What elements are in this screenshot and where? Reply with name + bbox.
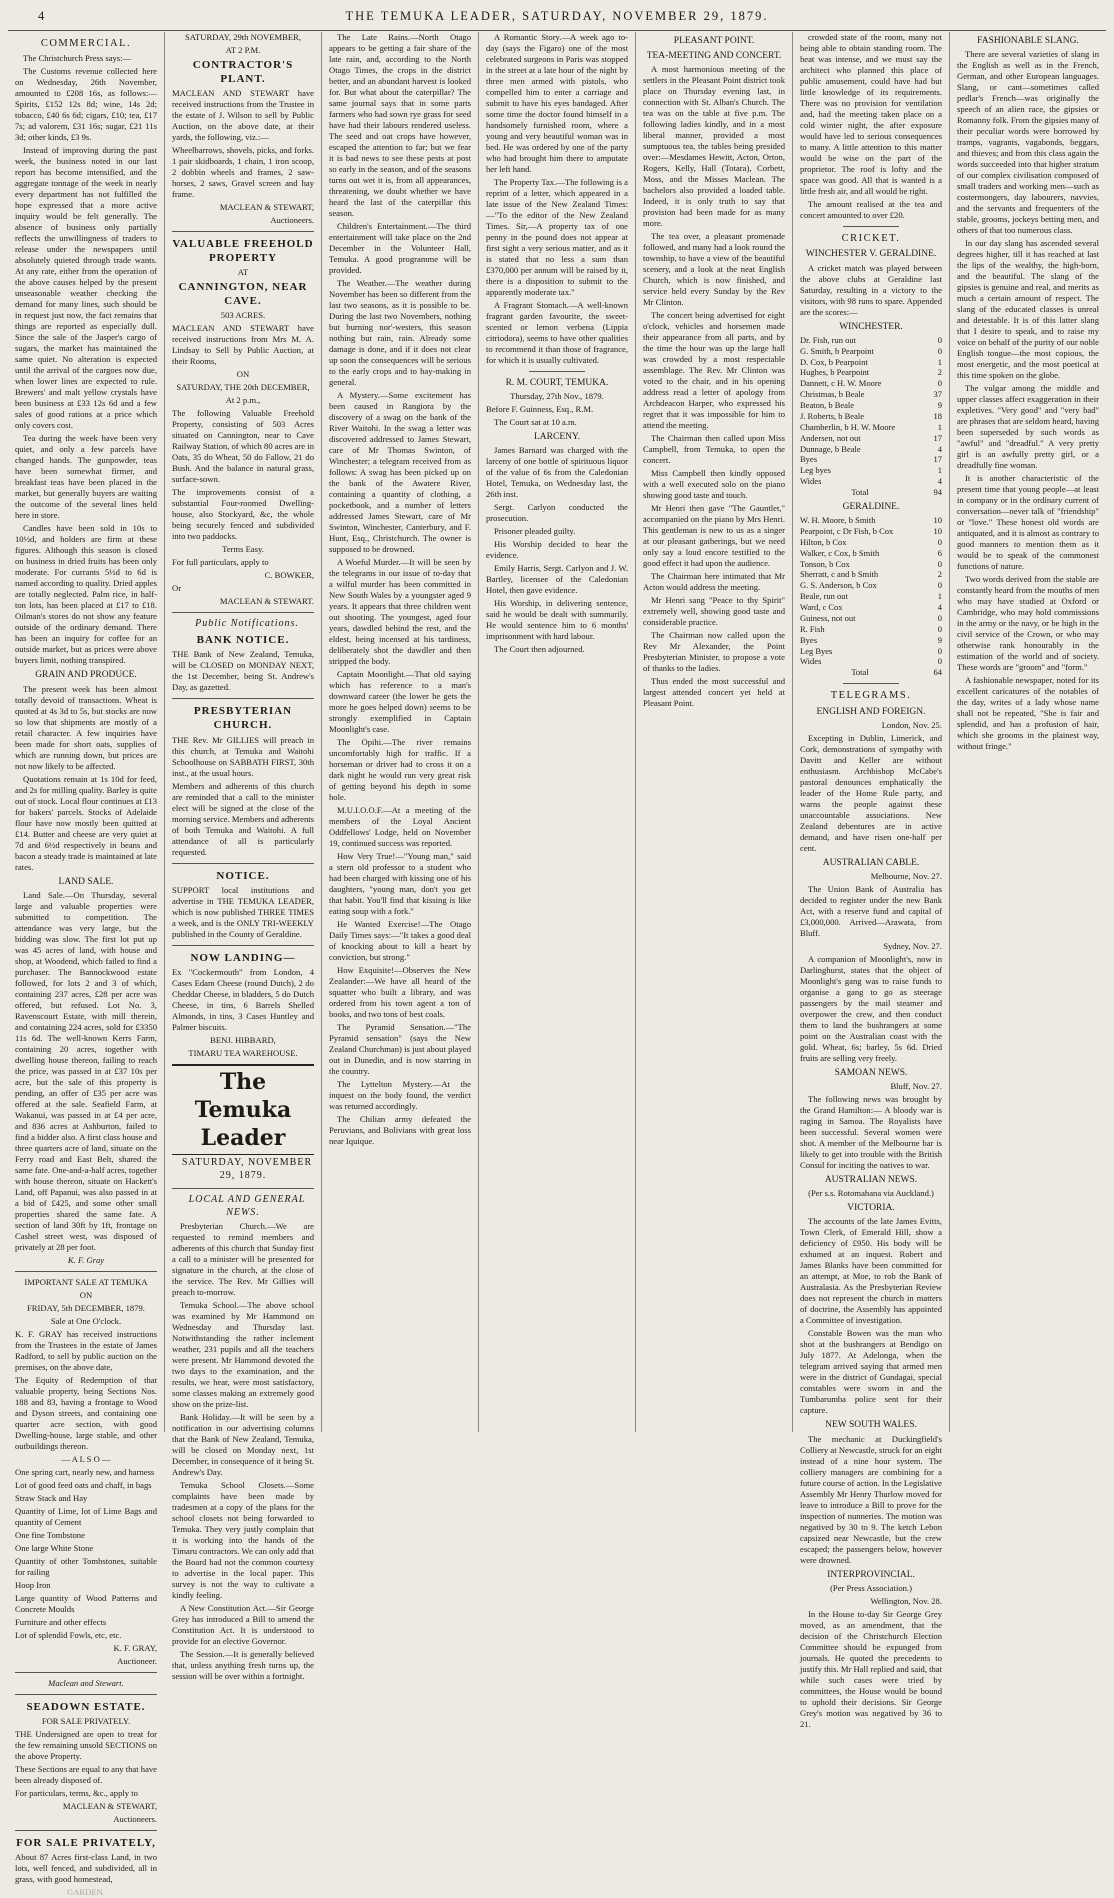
ad-list-item: One fine Tombstone bbox=[15, 1529, 85, 1540]
batsman-name: Dunnage, b Beale bbox=[800, 443, 861, 454]
ad-text: MACLEAN AND STEWART have received instructions from the Trustee in the estate of J. Wilson to sell by Public Auction, on the above date, at their yards, the following, viz.:— bbox=[172, 88, 314, 143]
dateline: Melbourne, Nov. 27. bbox=[870, 870, 942, 881]
ad-date: SATURDAY, THE 20th DECEMBER, bbox=[176, 382, 310, 393]
divider bbox=[843, 683, 900, 684]
ad-text: GARDEN. bbox=[67, 1886, 105, 1897]
score-row bbox=[800, 465, 942, 476]
score-row bbox=[800, 411, 942, 422]
divider bbox=[843, 226, 900, 227]
paragraph: A companion of Moonlight's, now in Darlinghurst, states that the object of Moonlight's gang was to raise funds to organise a gang to go as steerage passengers by the mail steamer and overpower the crew, and then conduct them to land the bushrangers at some point on the Australian coast with the gold. Wheat, 6s; barley, 5s 6d. Dried fruits are selling very freely. bbox=[800, 953, 942, 1063]
heading-commercial: COMMERCIAL. bbox=[40, 38, 132, 49]
ad-list-item: Lot of splendid Fowls, etc, etc. bbox=[15, 1629, 122, 1640]
column-3 bbox=[322, 32, 479, 1432]
divider bbox=[172, 231, 314, 232]
score-row bbox=[800, 389, 942, 400]
ad-list-item: Hoop Iron bbox=[15, 1579, 51, 1590]
ad-text: THE Bank of New Zealand, Temuka, will be CLOSED on MONDAY NEXT, the 1st December, being St. Andrew's Day, as gazetted. bbox=[172, 649, 314, 693]
batsman-name: Dannett, c H. W. Moore bbox=[800, 378, 882, 389]
paragraph: The Pyramid Sensation.—"The Pyramid sensation" (says the New Zealand Churchman) is just about played out in Dunedin, and is now starring in the country. bbox=[329, 1022, 471, 1076]
heading-land-sale: LAND SALE. bbox=[58, 876, 114, 887]
batsman-runs: 1 bbox=[937, 356, 942, 367]
score-row bbox=[800, 613, 942, 624]
ad-signature: Maclean and Stewart. bbox=[48, 1677, 124, 1688]
batsman-name: Hughes, b Pearpoint bbox=[800, 367, 870, 378]
batsman-name: Christmas, b Beale bbox=[800, 389, 865, 400]
ad-signature: MACLEAN & STEWART, bbox=[62, 1800, 157, 1811]
batsman-runs: 0 bbox=[937, 580, 942, 591]
ad-text: The Equity of Redemption of that valuable property, being Sections Nos. 188 and 83, having a frontage to Wood and Dyson streets, and containing one quarter acre section, with good Dwelling-house, large stable, and other outbuildings thereon. bbox=[15, 1374, 157, 1451]
ad-heading: FOR SALE PRIVATELY. bbox=[41, 1715, 131, 1726]
batsman-runs: 6 bbox=[937, 547, 942, 558]
score-row bbox=[800, 646, 942, 657]
ad-list-item: Furniture and other effects bbox=[15, 1616, 107, 1627]
divider bbox=[15, 1672, 157, 1673]
paragraph: The Weather.—The weather during November has been so different from the last two seasons, as it is possible to be. During the last two Novembers, nothing but burning nor'-westers, this season nothing but rain, rain. Already some damage is done, and if it does not clear up soon the consequences will be serious to the early crops and to hay-making in general. bbox=[329, 278, 471, 387]
batsman-name: Leg byes bbox=[800, 465, 831, 476]
paragraph: The Opihi.—The river remains uncomfortably high for traffic. If a horseman or driver had to cross it on a dark night he would run very great risk of getting beyond his depth in some hole. bbox=[329, 737, 471, 802]
batsman-runs: 18 bbox=[933, 410, 942, 421]
column-1 bbox=[8, 32, 165, 1897]
heading-team: GERALDINE. bbox=[842, 501, 900, 512]
batsman-name: Byes bbox=[800, 634, 817, 645]
batsman-name: Hilton, b Cox bbox=[800, 536, 847, 547]
column-4 bbox=[479, 32, 636, 1432]
paragraph: Quotations remain at 1s 10d for feed, and 2s for milling quality. Barley is quite out of stock. Local flour continues at £13 for bakers' parcels. Stocks of Adelaide flour have now mostly been quitted at £14. Butter and cheese are very quiet at 7d and 6½d respectively in beans and bacon a steady trade is maintained at late rates. bbox=[15, 773, 157, 872]
paragraph: Mr Henri sang "Peace to thy Spirit" extremely well, showing good taste and considerable practice. bbox=[643, 595, 785, 628]
page-masthead bbox=[8, 4, 1106, 31]
ad-list-item: Straw Stack and Hay bbox=[15, 1492, 88, 1503]
dateline: London, Nov. 25. bbox=[881, 719, 942, 730]
score-row bbox=[800, 515, 942, 526]
ad-text: Ex "Cockermouth" from London, 4 Cases Edam Cheese (round Dutch), 2 do Cheddar Cheese, in bladders, 5 do Dutch Cheese, in tins, 6 Barrels Shelled Almonds, in tins, 3 Cases Huntley and Palmer biscuits. bbox=[172, 966, 314, 1032]
ad-list-item: Lot of good feed oats and chaff, in bags bbox=[15, 1479, 152, 1490]
batsman-runs: 0 bbox=[937, 645, 942, 656]
heading-tea-meeting: TEA-MEETING AND CONCERT. bbox=[646, 51, 782, 62]
score-row bbox=[800, 526, 942, 537]
column-6 bbox=[793, 32, 950, 1729]
advert-cannington bbox=[172, 237, 314, 607]
heading-cricket: CRICKET. bbox=[841, 233, 901, 244]
score-row bbox=[800, 476, 942, 487]
paragraph: Constable Bowen was the man who shot at the bushrangers at Bendigo on July 1877. At Adelonga, when the telegram arrived saying that armed men were in the district of Gundagai, special constables were sworn in and the Tumbarumba police sent for their capture. bbox=[800, 1328, 942, 1416]
score-row bbox=[800, 433, 942, 444]
heading-subsection: ENGLISH AND FOREIGN. bbox=[816, 706, 926, 717]
batsman-name: Andersen, not out bbox=[800, 432, 861, 443]
paragraph: Prisoner pleaded guilty. bbox=[494, 526, 576, 537]
paragraph: The Chilian army defeated the Peruvians, and Bolivians with great loss near Iquique. bbox=[329, 1114, 471, 1146]
score-row bbox=[800, 559, 942, 570]
score-row bbox=[800, 357, 942, 368]
batsman-runs: 0 bbox=[937, 536, 942, 547]
heading-subsection: AUSTRALIAN NEWS. bbox=[824, 1175, 918, 1186]
batsman-runs: 10 bbox=[933, 525, 942, 536]
score-row bbox=[800, 591, 942, 602]
advert-contractors-plant bbox=[172, 32, 314, 226]
score-row bbox=[800, 635, 942, 646]
paragraph: The accounts of the late James Evitts, Town Clerk, of Emerald Hill, show a deficiency of £950. His body will be exhumed at an inquest. Robert and James Blanks have been committed for an attempt, at Moe, to rob the Bank of Australasia. As the Presbyterian Review does not represent the church in matters of doctrine, the Assembly has appointed a Committee of investigation. bbox=[800, 1216, 942, 1326]
batsman-runs: 0 bbox=[937, 558, 942, 569]
batsman-name: Beaton, b Beale bbox=[800, 400, 855, 410]
heading-subsection: NEW SOUTH WALES. bbox=[825, 1420, 917, 1431]
heading-rm-court: R. M. COURT, TEMUKA. bbox=[505, 378, 609, 388]
batsman-runs: 2 bbox=[937, 569, 942, 580]
paragraph: The present week has been almost totally devoid of transactions. Wheat is quoted at 4s 3d to 5s, but stocks are now so low that shipments are mostly of a retail character. A few inquiries have been made for short oats, supplies of which are running down, but prices are not now likely to be affected. bbox=[15, 683, 157, 771]
divider bbox=[15, 1271, 157, 1272]
batsman-runs: 0 bbox=[937, 334, 942, 345]
score-row bbox=[800, 454, 942, 465]
ad-list-item: Quantity of Lime, lot of Lime Bags and quantity of Cement bbox=[15, 1505, 157, 1527]
paragraph: The vulgar among the middle and upper classes affect exaggeration in their expletives. "Very good" and "very bad" are phrases that are seldom heard, having been superseded by such words as "awful" and "dreadful." A very pretty girl is an awfully pretty girl, or a dreadfully fine woman. bbox=[957, 383, 1099, 471]
score-total-row bbox=[800, 667, 942, 678]
batsman-runs: 4 bbox=[937, 476, 942, 487]
ad-signature: K. F. Gray bbox=[67, 1254, 105, 1265]
ad-text: Terms Easy. bbox=[222, 544, 264, 555]
divider bbox=[172, 612, 314, 613]
paragraph: Thus ended the most successful and largest attended concert yet held at Pleasant Point. bbox=[643, 676, 785, 709]
paragraph: There are several varieties of slang in the English as well as in the French, German, and other European languages. Slang, or cant—sometimes called pedlar's French—was originally the speech of an alien race, the gipsies or Romanny folk. From the gipsies many of their peculiar words were borrowed by tramps, vagrants, vagabonds, beggars, and thieves; and from this class again the words succeeded into that higher stratum of our complex civilisation composed of small traders and working men—such as costermongers, day labourers, navvies, and the servants and frequenters of the stable, grooms, jockeys betting men, and others of that too numerous class. bbox=[957, 49, 1099, 236]
paragraph: Presbyterian Church.—We are requested to remind members and adherents of this church that Sunday first a call to a minister will be presented for signature in the church, at the close of the service. The Rev. Mr Gillies will preach to-morrow. bbox=[172, 1221, 314, 1298]
paragraph: Bank Holiday.—It will be seen by a notification in our advertising columns that the Bank of New Zealand, Temuka, will be closed on Monday next, 1st December, in consequence of it being St. Andrew's Day. bbox=[172, 1412, 314, 1478]
batsman-name: Wides bbox=[800, 476, 822, 487]
paragraph: The Customs revenue collected here on Wednesday, 26th November, amounted to £208 16s, as follows:—Spirits, £152 12s 8d; wine, 14s 2d; tobacco, £40 6s 6d; cigars, £10; tea, £17 7s; ad valorem, £31 16s; sugar, £21 11s 3d; other kinds, £3 9s. bbox=[15, 66, 157, 143]
score-row bbox=[800, 378, 942, 389]
heading-fashionable-slang: FASHIONABLE SLANG. bbox=[977, 36, 1079, 46]
ad-text: Sale at One O'clock. bbox=[50, 1315, 122, 1326]
heading-match: WINCHESTER V. GERALDINE. bbox=[805, 249, 937, 260]
dateline: Bluff, Nov. 27. bbox=[890, 1081, 942, 1092]
ad-list-item: One spring cart, nearly new, and harness bbox=[15, 1466, 155, 1477]
score-row bbox=[800, 624, 942, 635]
ad-list-item: Large quantity of Wood Patterns and Concrete Moulds bbox=[15, 1592, 157, 1614]
dateline: Wellington, Nov. 28. bbox=[870, 1595, 942, 1606]
paragraph: The Court then adjourned. bbox=[494, 644, 585, 655]
paragraph: The Christchurch Press says:— bbox=[23, 53, 132, 64]
batsman-name: Sherratt, c and b Smith bbox=[800, 569, 879, 580]
total-runs: 64 bbox=[933, 667, 942, 678]
ad-heading: SEADOWN ESTATE. bbox=[26, 1700, 146, 1713]
score-row bbox=[800, 400, 942, 411]
ad-signature: Auctioneers. bbox=[113, 1813, 157, 1824]
paragraph: Two words derived from the stable are constantly heard from the mouths of men who may have studied at Oxford or Cambridge, who may hold commissions in the army or the navy, or be high in the civil service of the Crown, or who may otherwise rank honourably in the estimation of the world and of society. These words are "groom" and "form." bbox=[957, 574, 1099, 673]
ad-text: SUPPORT local institutions and advertise in THE TEMUKA LEADER, which is now published THREE TIMES a week, and is the ONLY TRI-WEEKLY published in the County of Geraldine. bbox=[172, 884, 314, 939]
paragraph: The Court sat at 10 a.m. bbox=[494, 417, 577, 428]
paragraph: In the House to-day Sir George Grey moved, as an amendment, that the decision of the Christchurch Election Committee should be expunged from journals. He quoted the precedents to justify this. Mr Hall replied and said, that while such cases were tried by committees, the House would be bound to uphold their decisions. Sir George Grey's motion was negatived by 36 to 21. bbox=[800, 1608, 943, 1729]
paragraph: Temuka School.—The above school was examined by Mr Hammond on Wednesday and Thursday last. Notwithstanding the rather inclement weather, 231 pupils and all the teachers were present. Mr Hammond devoted the two days to the examination, and the results, we hear, were most satisfactory, some classes making an extremely good show on the prize-list. bbox=[172, 1300, 314, 1410]
paragraph: Mr Henri then gave "The Gauntlet," accompanied on the piano by Mrs Henri. This gentleman is new to us as a singer at our pleasant gatherings, but we need only say a loud encore testified to the good effect it had upon the audience. bbox=[643, 503, 785, 569]
ad-heading: CANNINGTON, NEAR CAVE. bbox=[178, 281, 308, 308]
ad-date: FRIDAY, 5th DECEMBER, 1879. bbox=[27, 1302, 145, 1313]
batsman-runs: 17 bbox=[933, 454, 942, 465]
paragraph: Children's Entertainment.—The third entertainment will take place on the 2nd December in the Volunteer Hall, Temuka. A good programme will be provided. bbox=[329, 221, 471, 275]
column-5 bbox=[636, 32, 793, 1432]
paragraph: Tea during the week have been very quiet, and only a few parcels have changed hands. The gunpowder, teas have been somewhat firmer, and breakfast teas have been placed in the market, but generally buyers are waiting the outcome of the several lines held here in store. bbox=[15, 433, 157, 521]
ad-heading: BANK NOTICE. bbox=[196, 634, 290, 647]
ad-text: About 87 Acres first-class Land, in two lots, well fenced, and subdivided, all in grass, with good homestead, bbox=[15, 1851, 157, 1884]
divider bbox=[172, 945, 314, 946]
batsman-runs: 1 bbox=[937, 421, 942, 432]
paragraph: A cricket match was played between the above clubs at Geraldine last Saturday, resulting in a victory to the visitors, with 98 runs to spare. Appended are the scores:— bbox=[800, 262, 942, 317]
paragraph: M.U.I.O.O.F.—At a meeting of the members of the Loyal Ancient Oddfellows' Lodge, held on November 19, continued success was reported. bbox=[329, 805, 471, 848]
ad-text: AT bbox=[237, 267, 249, 278]
divider bbox=[172, 698, 314, 699]
heading-subsection: VICTORIA. bbox=[847, 1203, 895, 1214]
score-row bbox=[800, 346, 942, 357]
court-before: Before F. Guinness, Esq., R.M. bbox=[486, 404, 594, 415]
ad-text: THE Undersigned are open to treat for the few remaining unsold SECTIONS on the above Property. bbox=[15, 1728, 157, 1761]
advert-gray bbox=[15, 1255, 157, 1898]
paragraph: The following news was brought by the Grand Hamilton:— A bloody war is raging in Samoa. The Royalists have been successful. Several women were shot. A member of the Melbourne bar is likely to get into trouble with the British Consul for inciting the natives to war. bbox=[800, 1094, 942, 1171]
advert-bank bbox=[172, 633, 314, 693]
scorecard-winchester bbox=[800, 335, 942, 498]
batsman-runs: 10 bbox=[933, 515, 942, 526]
paragraph: A Fragrant Stomach.—A well-known fragrant garden favourite, the sweet-scented or lemon verbena (Lippia citriodora), seems to have other qualities to recommend it than those of fragrance, for which it is usually cultivated. bbox=[486, 300, 628, 365]
ad-heading: FOR SALE PRIVATELY, bbox=[16, 1836, 156, 1849]
court-date: Thursday, 27th Nov., 1879. bbox=[510, 391, 604, 402]
section-heading: Public Notifications. bbox=[195, 618, 299, 630]
batsman-runs: 1 bbox=[937, 465, 942, 476]
paragraph: The Session.—It is generally believed that, unless anything fresh turns up, the session will be over within a fortnight. bbox=[172, 1649, 314, 1682]
ad-heading: NOTICE. bbox=[216, 869, 270, 882]
heading-subsection: SAMOAN NEWS. bbox=[834, 1067, 908, 1078]
batsman-runs: 4 bbox=[937, 443, 942, 454]
paragraph: Captain Moonlight.—That old saying which has reference to a man's downward career (the lower he gets the more he goes helped down) seems to be strongly exemplified in Captain Moonlight's case. bbox=[329, 669, 471, 734]
ad-signature: K. F. GRAY, bbox=[113, 1642, 157, 1653]
batsman-runs: 9 bbox=[937, 400, 942, 410]
paragraph: He Wanted Exercise!—The Otago Daily Times says:—"It takes a good deal of knocking about to kill a heart by conviction, but strong." bbox=[329, 919, 471, 962]
heading-subsection: AUSTRALIAN CABLE. bbox=[822, 857, 920, 868]
batsman-name: J. Roberts, b Beale bbox=[800, 410, 864, 421]
ad-signature: Auctioneers. bbox=[270, 215, 314, 226]
batsman-runs: 0 bbox=[937, 656, 942, 667]
paragraph: The tea over, a pleasant promenade followed, and many had a look round the township, to have a view of the beautiful scenery, and a look at the neat English Church, which is now finished, and service held every Sunday by the Rev Mr Clinton. bbox=[643, 231, 785, 308]
total-label: Total bbox=[851, 667, 869, 678]
batsman-name: Ward, c Cox bbox=[800, 602, 843, 613]
batsman-name: Tonson, b Cox bbox=[800, 558, 850, 569]
score-row bbox=[800, 569, 942, 580]
heading-team: WINCHESTER. bbox=[839, 321, 903, 332]
paragraph: A fashionable newspaper, noted for its excellent caricatures of the notables of the day, writes of a lady whose name shall not be repeated, "She is fair and splendid, and has a profusion of hair, which she grooms in the plainest way, without fringe." bbox=[957, 675, 1099, 752]
score-row bbox=[800, 444, 942, 455]
section-heading: LOCAL AND GENERAL NEWS. bbox=[188, 1193, 306, 1218]
ad-text: The following Valuable Freehold Property, consisting of 503 Acres situated on Cannington, near to Cave Railway Station, of which 80 acres are in Oats, 35 do Wheat, 50 do Fallow, 21 do Bush. And the balance in natural grass, surface-sown. bbox=[172, 408, 314, 485]
paragraph: The mechanic at Duckingfield's Colliery at Newcastle, struck for an eight instead of a nine hour system. The colliery managers are combining for a future course of action. In the Legislative Assembly Mr Henry Thurlow moved for leave to introduce a Bill to prove for the inspection of nunneries. The motion was negatived by 30 to 9. The ketch Lebon capsized near Newcastle, but the crew escaped; the passengers below, however were drowned. bbox=[800, 1433, 942, 1565]
batsman-name: Leg Byes bbox=[800, 645, 833, 656]
paragraph: Emily Harris, Sergt. Carlyon and J. W. Bartley, licensee of the Caledonian Hotel, then gave evidence. bbox=[486, 563, 628, 596]
ad-text: K. F. GRAY has received instructions from the Trustees in the estate of James Radford, to sell by public auction on the premises, on the above date, bbox=[15, 1328, 157, 1372]
ad-text: ON bbox=[236, 369, 250, 380]
score-row bbox=[800, 580, 942, 591]
source-note: (Per Press Association.) bbox=[830, 1582, 912, 1593]
paragraph: Sergt. Carlyon conducted the prosecution. bbox=[486, 502, 628, 524]
advert-now-landing bbox=[172, 951, 314, 1059]
batsman-name: Chamberlin, b H. W. Moore bbox=[800, 421, 896, 432]
masthead-title: THE TEMUKA LEADER, SATURDAY, NOVEMBER 29, 1879. bbox=[345, 9, 769, 23]
ad-heading: VALUABLE FREEHOLD PROPERTY bbox=[172, 238, 314, 265]
ad-text: For particulars, terms, &c., apply to bbox=[15, 1787, 138, 1798]
paragraph: The Chairman here intimated that Mr Acton would address the meeting. bbox=[643, 571, 785, 593]
advert-notice bbox=[172, 869, 314, 940]
batsman-runs: 2 bbox=[937, 367, 942, 378]
paragraph: A Mystery.—Some excitement has been caused in Rangiora by the discovery of a swag on the bank of the River Waitohi. In the swag a letter was discovered addressed to James Stewart, care of Mr Thomas Swinton, of Winchester; a telegram received from as follows: A swag has been picked up on the bank of the Awatere River, containing a quantity of clothing, a pocketbook, and a number of letters addressed James Stewart, care of Mr Swinton, Winchester, Canterbury, and F. Hunt, Esq., Christchurch. The owner is supposed to be drowned. bbox=[329, 390, 471, 554]
ad-list-item: Quantity of other Tombstones, suitable for railing bbox=[15, 1555, 157, 1577]
score-row bbox=[800, 548, 942, 559]
score-row bbox=[800, 367, 942, 378]
page-number: 4 bbox=[38, 9, 47, 23]
heading-larceny: LARCENY. bbox=[533, 432, 580, 443]
paragraph: Excepting in Dublin, Limerick, and Cork, demonstrations of sympathy with Davitt and Keller are without enthusiasm. Archbishop McCabe's pastoral denounces emphatically the leader of the Home Rule party, and warns the people against these unaccountable associations. New Zealand debentures are in active demand, and have risen one-half per cent. bbox=[800, 732, 942, 853]
batsman-name: Dr. Fish, run out bbox=[800, 334, 856, 345]
batsman-name: Byes bbox=[800, 454, 817, 465]
paragraph: How Exquisite!—Observes the New Zealander:—We have all heard of the squatter who built a library, and was ordered from his town agent a ton of books, and two tons of best coals. bbox=[329, 965, 471, 1019]
batsman-name: D. Cox, b Pearpoint bbox=[800, 356, 868, 367]
score-row bbox=[800, 422, 942, 433]
ad-heading: NOW LANDING— bbox=[190, 951, 296, 964]
batsman-runs: 0 bbox=[937, 623, 942, 634]
divider bbox=[529, 371, 586, 372]
batsman-runs: 9 bbox=[937, 634, 942, 645]
ad-heading: PRESBYTERIAN CHURCH. bbox=[193, 705, 293, 732]
divider bbox=[15, 1830, 157, 1831]
batsman-name: G. Smith, b Pearpoint bbox=[800, 345, 874, 356]
score-row bbox=[800, 335, 942, 346]
ad-signature: MACLEAN & STEWART. bbox=[219, 596, 314, 607]
ad-text: For full particulars, apply to bbox=[172, 557, 269, 568]
batsman-runs: 17 bbox=[933, 432, 942, 443]
dateline: Sydney, Nov. 27. bbox=[883, 940, 942, 951]
paragraph: A most harmonious meeting of the settlers in the Pleasant Point district took place on Thursday evening last, in connection with St. Alban's Church. The tea was on the table at five p.m. The following ladies kindly, and in a most liberal manner, provided a most sumptuous tea, the tables being presided over:—Mesdames Hewitt, Acton, Orton, Rogers, Kelly, Hall (Totara), Corbett, Moss, and the Misses Maclean. The bachelors also provided a loaded table. Indeed, it is only truth to say that provision had been made for as many more. bbox=[643, 64, 785, 229]
batsman-runs: 37 bbox=[933, 389, 942, 400]
scorecard-geraldine bbox=[800, 515, 942, 678]
advert-presbyterian bbox=[172, 704, 314, 857]
paragraph: A New Constitution Act.—Sir George Grey has introduced a Bill to amend the Constitution Act. It is understood to provide for an elective Governor. bbox=[172, 1603, 314, 1647]
column-2 bbox=[165, 32, 322, 1682]
batsman-name: G. S. Anderson, b Cox bbox=[800, 580, 877, 591]
divider bbox=[15, 1694, 157, 1695]
divider bbox=[172, 863, 314, 864]
ad-text: THE Rev. Mr GILLIES will preach in this church, at Temuka and Waitohi Schoolhouse on SABBATH FIRST, 30th inst., at the usual hours. bbox=[172, 734, 314, 778]
ad-text: The improvements consist of a substantial Four-roomed Dwelling-house, also Stockyard, &c, the whole being securely fenced and subdivided into two paddocks. bbox=[172, 487, 314, 542]
batsman-name: Beale, run out bbox=[800, 591, 848, 602]
batsman-name: Wides bbox=[800, 656, 822, 667]
heading-grain: GRAIN AND PRODUCE. bbox=[35, 670, 137, 681]
paragraph: The Union Bank of Australia has decided to register under the new Bank Act, with a reserve fund and capital of £3,000,000. Arrived—Arawata, from Bluff. bbox=[800, 883, 942, 938]
ad-text: Members and adherents of this church are reminded that a call to the minister elect will be signed at the close of the morning service. Members and adherents of both Temuka and Waitohi. A full attendance of all is particularly requested. bbox=[172, 780, 314, 857]
ad-date: SATURDAY, 29th NOVEMBER, bbox=[184, 32, 302, 42]
ad-text: AT 2 P.M. bbox=[225, 45, 261, 55]
ad-also: — A L S O — bbox=[61, 1453, 111, 1464]
ad-signature: BENJ. HIBBARD, bbox=[210, 1034, 276, 1045]
ad-list-item: One large White Stone bbox=[15, 1542, 94, 1553]
ad-text: 503 ACRES. bbox=[220, 310, 266, 321]
paragraph: The Late Rains.—North Otago appears to be getting a fair share of the late rain, and, according to the North Otago Times, the crops in the district better, and an abundant harvest is looked for. But what about the caterpillar? The same journal says that in some parts farmers who had sown rye grass for seed have had their labours rendered useless. The seed and oat crops have however, escaped the attention to far; but we fear it is bad news to see these pests at post so early in the season, and of the seasons turns out wet it is, from all appearances, threatening, we doubt whether we have heard the last of the caterpillar this season. bbox=[329, 32, 471, 218]
paragraph: crowded state of the room, many not being able to obtain standing room. The heat was intense, and we must say the architect who planned this place of public amusement, could have had but little knowledge of its requirements. There was no provision for ventilation and, had the meeting taken place on a cold winter night, the after exposure would have led to serious consequences to many. A little attention to this matter would be wise on the part of the proprietor. The roof is lofty and the space was good. All that is wanted is a little fresh air, and all would be right. bbox=[800, 32, 942, 196]
heading-pleasant-point: PLEASANT POINT. bbox=[673, 36, 755, 46]
ad-text: At 2 p.m., bbox=[225, 395, 261, 406]
paragraph: How Very True!—"Young man," said a stern old professor to a student who had been charged with kissing one of his daughters, "young man, don't you get that habit. You'll find that kissing is like eating soup with a fork." bbox=[329, 851, 471, 916]
ad-heading: CONTRACTOR'S PLANT. bbox=[192, 59, 294, 86]
score-row bbox=[800, 537, 942, 548]
issue-date: SATURDAY, NOVEMBER 29, 1879. bbox=[181, 1157, 313, 1181]
ad-text: MACLEAN AND STEWART have received instructions from Mrs M. A. Lindsay to Sell by Public Auction, at their Rooms, bbox=[172, 323, 314, 367]
paragraph: A Romantic Story.—A week ago to-day (says the Figaro) one of the most celebrated surgeons in Paris was stopped in the street at a late hour of the night by three men armed with pistols, who compelled him to enter a carriage and submit to have his eyes bandaged. After some time the doctor found himself in a handsomely furnished room, where a young and very beautiful woman was in bed. He was ordered by one of the party who had brought him there to amputate her left hand. bbox=[486, 32, 628, 174]
ad-signature: Auctioneer. bbox=[117, 1655, 157, 1666]
paragraph: The Chairman then called upon Miss Campbell, from Temuka, to open the concert. bbox=[643, 433, 785, 466]
ad-text: Or bbox=[172, 583, 182, 594]
source-note: (Per s.s. Rotomahana via Auckland.) bbox=[808, 1188, 934, 1199]
batsman-runs: 0 bbox=[937, 378, 942, 389]
paragraph: The Chairman now called upon the Rev Mr Alexander, the Point Presbyterian Minister, to propose a vote of thanks to the ladies. bbox=[643, 630, 785, 674]
score-total-row bbox=[800, 487, 942, 498]
batsman-runs: 4 bbox=[937, 602, 942, 613]
batsman-runs: 0 bbox=[937, 612, 942, 623]
batsman-runs: 0 bbox=[937, 345, 942, 356]
ad-text: These Sections are equal to any that have been already disposed of. bbox=[15, 1763, 157, 1785]
paragraph: Instead of improving during the past week, the business noted in our last report has become intensified, and the aggregate tonnage of the week in nearly every department has not fulfilled the hope expressed that a more active inquiry would be felt generally. The absence of business only partially reflects the unwillingness of traders to release under the newspapers until absolutely quieted through trade wants. At any rate, either from the operation of the above causes helped by the present unseasonable weather checking the demand for many lines, such should be in request just now, the fact remains that things are reported as especially dull. Since the sale of the Jasper's cargo of sugars, the market has maintained the same quiet. No alteration is expected until the arrival of the cargoes now due, when lower lines are expected to rule. Brewers' and malt yellow crystals have been business at £33 12s 6d and a few sales of good rations at a price which only covers cost. bbox=[15, 145, 157, 431]
paragraph: It is another characteristic of the present time that young people—at least in company or in the ordinary current of conversation—never talk of "friendship" or "love." These honest old words are antiquated, and it is almost as contrary to good manners to mention them as it would be to speak of the commonest functions of nature. bbox=[957, 473, 1099, 572]
ad-text: Wheelbarrows, shovels, picks, and forks. 1 pair skidboards, 1 chain, 1 iron scoop, 2 dobbin wheels and frames, 2 saw-horses, 2 saws, Gravel screen and hay frame. bbox=[172, 145, 314, 200]
heading-telegrams: TELEGRAMS. bbox=[830, 690, 912, 702]
batsman-runs: 1 bbox=[937, 591, 942, 602]
score-row bbox=[800, 656, 942, 667]
paragraph: His Worship decided to hear the evidence. bbox=[486, 539, 628, 561]
paragraph: The concert being advertised for eight o'clock, vehicles and horsemen made their appearance from all parts, and by the time the hour was up the large hall was crowded by a most respectable assemblage. The Rev. Mr Clinton was voted to the chair, and in his opening address read a letter of apology from Archdeacon Harper, who expressed his regret that it was impossible for him to attend the meeting. bbox=[643, 310, 785, 431]
ad-heading: IMPORTANT SALE AT TEMUKA bbox=[24, 1276, 148, 1287]
total-label: Total bbox=[851, 487, 869, 497]
heading-subsection: INTERPROVINCIAL. bbox=[827, 1569, 915, 1580]
paragraph: The amount realised at the tea and concert amounted to over £20. bbox=[800, 199, 942, 220]
divider bbox=[172, 1188, 314, 1189]
batsman-name: R. Fish bbox=[800, 623, 825, 634]
batsman-name: Guiness, not out bbox=[800, 612, 856, 623]
batsman-name: W. H. Moore, b Smith bbox=[800, 515, 876, 526]
newspaper-nameplate: The Temuka Leader bbox=[172, 1064, 314, 1155]
columns bbox=[8, 32, 1106, 1897]
paragraph: Candles have been sold in 10s to 10½d, and holders are firm at these figures. Although this season is closed on business in dried fruits has been only moderate. For currants 5½d to 6d is named according to quality. Dried apples are totally neglected. Palm rice, in half-ton lots, has been placed at £17 to £18. Oilman's stores do not show any feature outside of the ordinary demand. There has been an inquiry for coffee for an outside market, but as prices were above buyers limit, nothing transpired. bbox=[15, 523, 157, 666]
paragraph: His Worship, in delivering sentence, said he would be dealt with summarily. He would sentence him to 6 months' imprisonment with hard labour. bbox=[486, 598, 628, 642]
paragraph: A Woeful Murder.—It will be seen by the telegrams in our issue of to-day that a wilful murder has been committed in New South Wales by a youngster aged 9 years. It appears that three children went out shooting. The youngest, aged four years, dawdled behind the rest, and the eldest, being incensed at his tardiness, deliberately shot the dawdler and then stripped the body. bbox=[329, 557, 471, 666]
paragraph: The Property Tax.—The following is a reprint of a letter, which appeared in a late issue of the New Zealand Times:—"To the editor of the New Zealand Times. Sir,—A property tax of one penny in the pound does not appear at first sight a very serious matter, and as it is stated that no less a sum than £370,000 per annum will be raised by it, there is a disposition to submit to the apparently moderate tax." bbox=[486, 177, 628, 297]
ad-text: ON bbox=[79, 1289, 93, 1300]
ad-signature: TIMARU TEA WAREHOUSE. bbox=[188, 1047, 298, 1058]
paragraph: Miss Campbell then kindly opposed with a well executed solo on the piano showing good taste and touch. bbox=[643, 468, 785, 501]
column-7 bbox=[950, 32, 1106, 1432]
score-row bbox=[800, 602, 942, 613]
paragraph: Land Sale.—On Thursday, several large and valuable properties were submitted to competition. The attendance was very large, but the bidding was slow. The first lot put up was 45 acres of land, with house and shop, at Woodend, which failed to find a purchaser. The Bannockwood estate followed, for lots 2 and 3 of which, containing 237 acres, £28 per acre was offered, but refused. Lot No. 3, Ravenscourt Estate, with mill therein, and containing 224 acres, sold for £3350 11s 6d. The well-known Kerrs Farm, containing 20 acres, together with dwelling house thereon, failing to reach the price, was passed in at £37 10s per acre, but the sale of this property is pending, an offer of £35 per acre was offered at the sale. Seafield Farm, at Wakanui, was passed in at £4 per acre, and 836 acres at Ashburton, failed to find a bidder also. A first class house and three quarters acre of land, situate on the Ferry road and East Belt, shared the same fate. One-and-a-half acres, together with house thereon, situate on Hackett's Land, off Papanui, was also passed in at a bid of £425, and some other small properties shared the same fate. A section of land 30ft by 1ft, frontage on Cashel street west, was disposed of privately at 28 per foot. bbox=[15, 889, 157, 1252]
ad-signature: C. BOWKER, bbox=[264, 570, 314, 581]
batsman-name: Pearpoint, c Dr Fish, b Cox bbox=[800, 525, 894, 536]
batsman-name: Walker, c Cox, b Smith bbox=[800, 547, 880, 558]
total-runs: 94 bbox=[933, 487, 942, 497]
paragraph: James Barnard was charged with the larceny of one bottle of spirituous liquor of the value of 6s from the Caledonian Hotel, Temuka, on Wednesday last, the 26th inst. bbox=[486, 445, 628, 500]
paragraph: Temuka School Closets.—Some complaints have been made by tradesmen at a copy of the plans for the school closets not being forwarded to Temuka. They very justly complain that it is working into the hands of the Timaru contractors. We can only add that the Board had not the common courtesy to advertise in the local paper. This survey is not the way to cultivate a kindly feeling. bbox=[172, 1480, 314, 1601]
ad-signature: MACLEAN & STEWART, bbox=[219, 202, 314, 213]
paragraph: The Lyttelton Mystery.—At the inquest on the body found, the verdict was returned accordingly. bbox=[329, 1079, 471, 1111]
paragraph: In our day slang has ascended several degrees higher, till it has reached at last the lips of the wealthy, the high-born, and the beautiful. The slang of the gipsies is genuine and real, and merits as much a certain amount of respect. The slang of the educated classes is unreal and detestable. It is of this latter slang that I desire to speak, and to raise my voice on behalf of the purity of our noble English tongue—the most copious, the most energetic, and the most poetical at this time spoken on the globe. bbox=[957, 238, 1099, 381]
